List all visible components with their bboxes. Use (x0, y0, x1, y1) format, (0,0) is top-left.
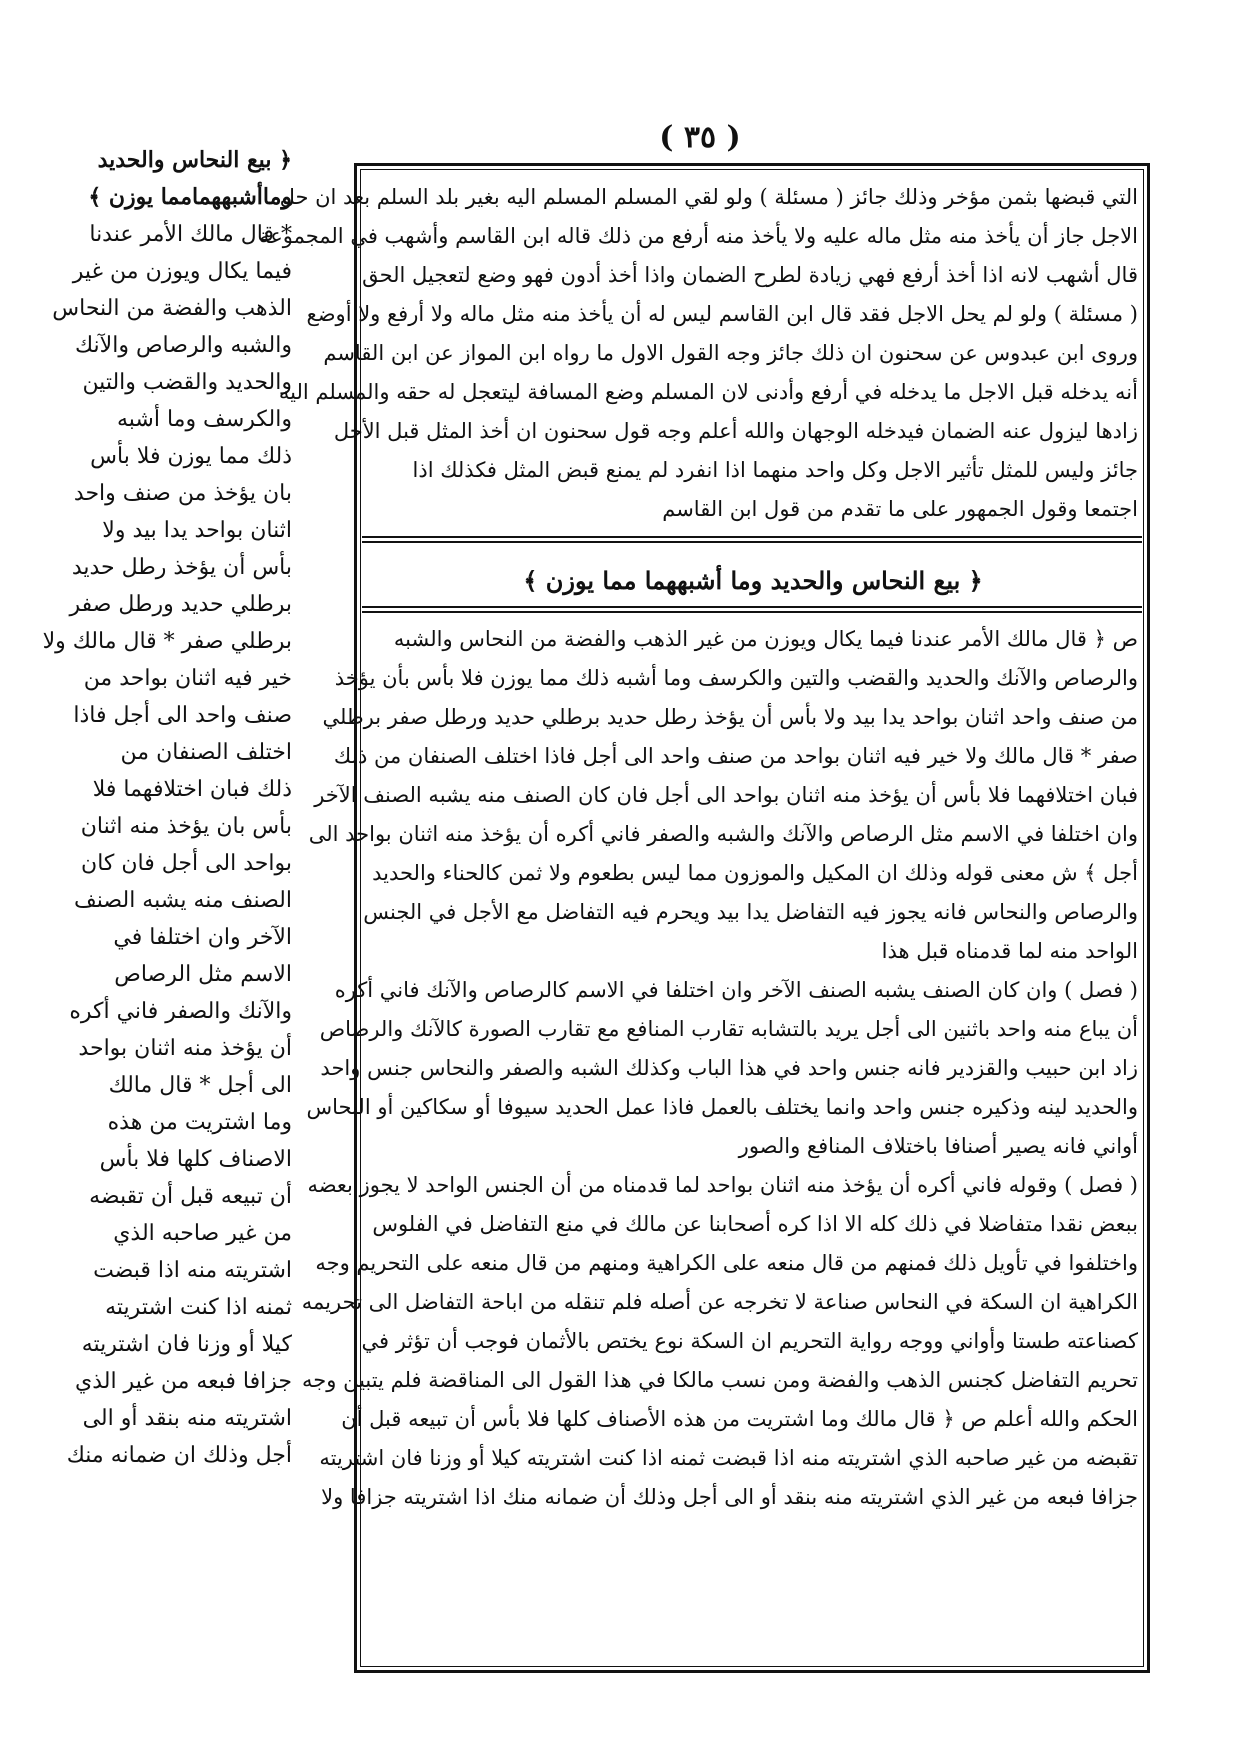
text-line: جائز وليس للمثل تأثير الاجل وكل واحد منهما اذا انفرد لم يمنع قبض المثل فكذلك اذا (412, 458, 1138, 482)
margin-line: كيلا أو وزنا فان اشتريته (81, 1332, 292, 1357)
text-line: أنه يدخله قبل الاجل ما يدخله في أرفع وأدنى لان المسلم وضع المسافة ليتعجل له حقه والمسلم اليه (278, 380, 1138, 404)
section-divider-top-inner (362, 541, 1142, 543)
text-line: ببعض نقدا متفاضلا في ذلك كله الا اذا كره أصحابنا عن مالك في منع التفاضل في الفلوس (372, 1212, 1138, 1236)
text-line: وروى ابن عبدوس عن سحنون ان ذلك جائز وجه القول الاول ما رواه ابن المواز عن ابن القاسم (323, 341, 1138, 365)
text-line: ( فصل ) وقوله فاني أكره أن يؤخذ منه اثنان بواحد لما قدمناه من أن الجنس الواحد لا يجوز بعضه (307, 1173, 1138, 1197)
text-line: أواني فانه يصير أصنافا باختلاف المنافع والصور (738, 1134, 1138, 1158)
margin-line: اختلف الصنفان من (120, 740, 292, 765)
section-divider-bottom (362, 606, 1142, 608)
main-text-part2 (301, 620, 1138, 1517)
margin-line: وماأشبههمامما يوزن ﴾ (88, 184, 292, 210)
text-line: فبان اختلافهما فلا بأس أن يؤخذ منه اثنان بواحد الى أجل فان كان الصنف منه يشبه الصنف الآخر (314, 783, 1138, 807)
text-line: تقبضه من غير صاحبه الذي اشتريته منه اذا قبضت ثمنه اذا كنت اشتريته كيلا أو وزنا فان اشتريته (319, 1446, 1138, 1470)
margin-line: بأس بان يؤخذ منه اثنان (80, 814, 292, 839)
text-line: واختلفوا في تأويل ذلك فمنهم من قال منعه على الكراهية ومنهم من قال منعه على التحريم وجه (315, 1251, 1138, 1275)
margin-line: بأس أن يؤخذ رطل حديد (71, 555, 292, 580)
margin-line: جزافا فبعه من غير الذي (74, 1369, 292, 1394)
margin-line: الآخر وان اختلفا في (113, 925, 292, 950)
text-line: ( فصل ) وان كان الصنف يشبه الصنف الآخر وان اختلفا في الاسم كالرصاص والآنك فاني أكره (334, 978, 1138, 1002)
text-line: صفر * قال مالك ولا خير فيه اثنان بواحد من صنف واحد الى أجل فاذا اختلف الصنفان من ذلك (333, 744, 1138, 768)
text-line: التي قبضها بثمن مؤخر وذلك جائز ( مسئلة ) ولو لقي المسلم المسلم اليه بغير بلد السلم بعد ان حل (279, 185, 1138, 209)
margin-line: ذلك مما يوزن فلا بأس (90, 444, 292, 469)
section-divider-bottom-inner (362, 611, 1142, 613)
text-line: والحديد لينه وذكيره جنس واحد وانما يختلف بالعمل فاذا عمل الحديد سيوفا أو سكاكين أو النحاس (306, 1095, 1138, 1119)
text-line: أجل ﴾ ش معنى قوله وذلك ان المكيل والموزون مما ليس بطعوم ولا ثمن كالحناء والحديد (372, 861, 1138, 885)
margin-line: أجل وذلك ان ضمانه منك (66, 1443, 292, 1468)
margin-line: ثمنه اذا كنت اشتريته (105, 1295, 292, 1320)
margin-line: أن يؤخذ منه اثنان بواحد (78, 1036, 292, 1061)
margin-line: الى أجل * قال مالك (108, 1073, 292, 1098)
margin-line: ﴿ بيع النحاس والحديد (97, 147, 292, 173)
text-line: زاد ابن حبيب والقزدير فانه جنس واحد في هذا الباب وكذلك الشبه والصفر والنحاس جنس واحد (320, 1056, 1138, 1080)
text-line: وان اختلفا في الاسم مثل الرصاص والآنك والشبه والصفر فاني أكره أن يؤخذ منه اثنان بواحد الى (308, 822, 1138, 846)
margin-line: الصنف منه يشبه الصنف (74, 888, 292, 913)
text-line: زادها ليزول عنه الضمان فيدخله الوجهان والله أعلم وجه قول سحنون ان أخذ المثل قبل الأجل (333, 419, 1138, 443)
text-line: تحريم التفاضل كجنس الذهب والفضة ومن نسب مالكا في هذا القول الى المناقضة فلم يتبين وجه (302, 1368, 1138, 1392)
text-line: ص ﴿ قال مالك الأمر عندنا فيما يكال ويوزن من غير الذهب والفضة من النحاس والشبه (393, 627, 1138, 651)
margin-line: برطلي حديد ورطل صفر (69, 592, 292, 617)
text-line: قال أشهب لانه اذا أخذ أرفع فهي زيادة لطرح الضمان واذا أخذ أدون فهو وضع لتعجيل الحق (362, 263, 1138, 287)
margin-line: والشبه والرصاص والآنك (75, 333, 292, 358)
margin-line: من غير صاحبه الذي (113, 1221, 292, 1246)
margin-line: صنف واحد الى أجل فاذا (73, 703, 292, 728)
text-line: الحكم والله أعلم ص ﴿ قال مالك وما اشتريت من هذه الأصناف كلها فلا بأس أن تبيعه قبل أن (341, 1407, 1138, 1431)
margin-line: اثنان بواحد يدا بيد ولا (102, 518, 292, 543)
text-line: ( مسئلة ) ولو لم يحل الاجل فقد قال ابن القاسم ليس له أن يأخذ منه مثل ماله ولا أرفع ولا أوضع (306, 302, 1138, 326)
margin-line: الاسم مثل الرصاص (114, 962, 292, 987)
section-divider-top (362, 536, 1142, 538)
page-number: ( ٣٥ ) (659, 120, 741, 155)
margin-line: برطلي صفر * قال مالك ولا (42, 629, 292, 654)
text-line: الكراهية ان السكة في النحاس صناعة لا تخرجه عن أصله فلم تنقله من اباحة التفاضل الى تحريمه (301, 1290, 1138, 1314)
text-line: والرصاص والنحاس فانه يجوز فيه التفاضل يدا بيد ويحرم فيه التفاضل مع الأجل في الجنس (363, 900, 1138, 924)
text-line: الاجل جاز أن يأخذ منه مثل ماله عليه ولا يأخذ منه أرفع من ذلك قاله ابن القاسم وأشهب في المجموعة (258, 224, 1138, 248)
margin-line: اشتريته منه اذا قبضت (93, 1258, 292, 1283)
margin-line: ذلك فبان اختلافهما فلا (92, 777, 292, 802)
margin-line: خير فيه اثنان بواحد من (83, 666, 292, 691)
text-line: اجتمعا وقول الجمهور على ما تقدم من قول ابن القاسم (662, 497, 1138, 521)
text-line: والرصاص والآنك والحديد والقضب والتين والكرسف وما أشبه ذلك مما يوزن فلا بأس بأن يؤخذ (334, 666, 1138, 690)
margin-line: وما اشتريت من هذه (107, 1110, 292, 1135)
margin-line: والحديد والقضب والتين (82, 370, 292, 395)
margin-line: الذهب والفضة من النحاس (52, 296, 292, 321)
margin-line: والآنك والصفر فاني أكره (69, 999, 292, 1024)
margin-line: بان يؤخذ من صنف واحد (73, 481, 292, 506)
text-line: من صنف واحد اثنان بواحد يدا بيد ولا بأس أن يؤخذ رطل حديد برطلي حديد ورطل صفر برطلي (322, 705, 1138, 729)
margin-line: اشتريته منه بنقد أو الى (82, 1406, 292, 1431)
main-text-part1 (258, 178, 1138, 529)
margin-line: الاصناف كلها فلا بأس (99, 1147, 292, 1172)
margin-line: فيما يكال ويوزن من غير (72, 259, 292, 284)
margin-line: بواحد الى أجل فان كان (81, 851, 292, 876)
text-line: أن يباع منه واحد باثنين الى أجل يريد بالتشابه تقارب المنافع مع تقارب الصورة كالآنك والرصاص (319, 1017, 1138, 1041)
text-line: جزافا فبعه من غير الذي اشتريته منه بنقد أو الى أجل وذلك أن ضمانه منك اذا اشتريته جزافا ولا (321, 1485, 1138, 1509)
margin-line: والكرسف وما أشبه (116, 407, 292, 432)
margin-line: * قال مالك الأمر عندنا (89, 222, 292, 247)
margin-column (42, 142, 292, 1672)
margin-line: أن تبيعه قبل أن تقبضه (89, 1184, 292, 1209)
text-line: كصناعته طستا وأواني ووجه رواية التحريم ان السكة نوع يختص بالأثمان فوجب أن تؤثر في (361, 1329, 1138, 1353)
text-line: الواحد منه لما قدمناه قبل هذا (881, 939, 1138, 963)
section-title: ﴿ بيع النحاس والحديد وما أشبههما مما يوزن ﴾ (523, 566, 983, 595)
